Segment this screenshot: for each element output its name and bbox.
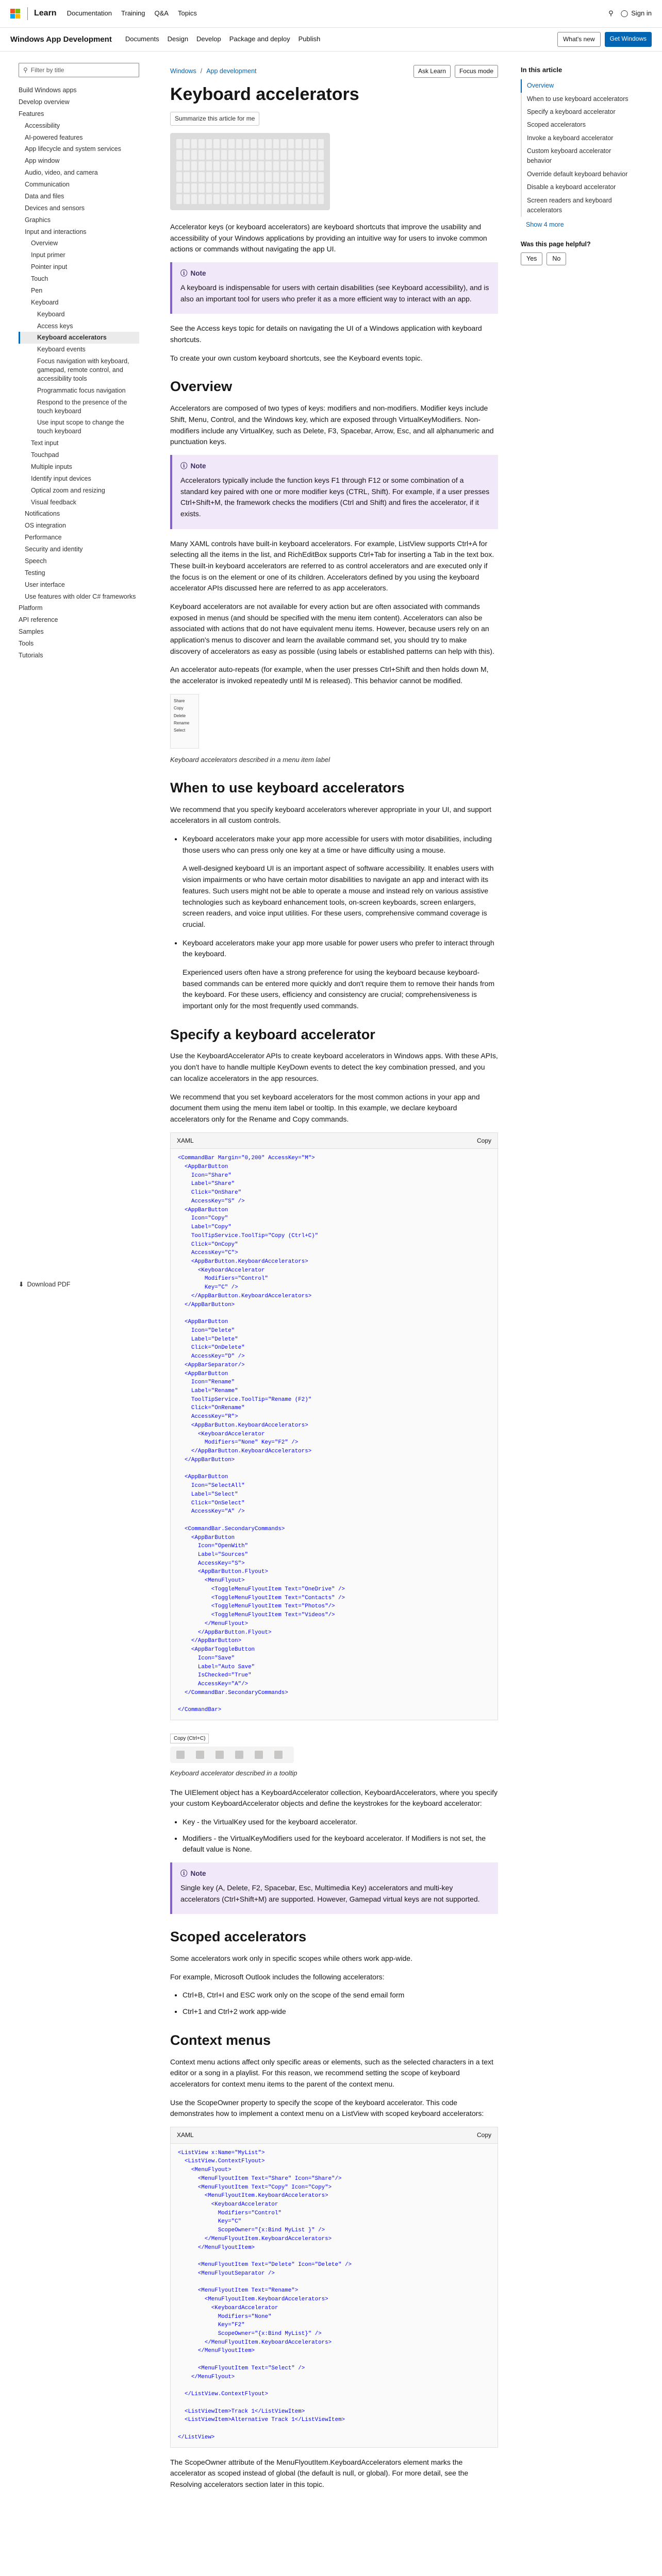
sidebar-item[interactable]: Pen <box>31 286 43 294</box>
keyboard-key <box>310 150 316 160</box>
sidebar-item[interactable]: Touch <box>31 275 48 282</box>
overview-paragraph: Keyboard accelerators are not available for every action but are often associated with commands exposed in menus (and should be specified with the menu item content). Accelerators can also be associated with actions that do not have equivalent menu items. However, because users rely on an application's menus to discover and learn the available command set, you should try to make discovery of accelerators as easy as possible (using labels or established patterns can help with this). <box>170 602 494 655</box>
keyboard-key <box>236 194 242 204</box>
keyboard-key <box>258 161 264 171</box>
nav-documentation[interactable]: Documentation <box>67 9 112 18</box>
when-list <box>183 834 498 1012</box>
keyboard-key <box>228 183 234 193</box>
when-heading: When to use keyboard accelerators <box>170 779 405 795</box>
search-icon[interactable]: ⚲ <box>608 9 614 18</box>
keyboard-key <box>266 194 271 204</box>
code-block <box>170 2127 498 2448</box>
no-button[interactable]: No <box>547 252 566 265</box>
overview-heading: Overview <box>170 379 233 395</box>
feedback-heading: Was this page helpful? <box>521 240 591 248</box>
keyboard-key <box>221 194 227 204</box>
article-outline <box>521 79 634 217</box>
keyboard-key <box>236 161 242 171</box>
keyboard-key <box>228 194 234 204</box>
sidebar-item[interactable]: Build Windows apps <box>19 87 77 94</box>
keyboard-key <box>280 139 286 149</box>
list-item <box>183 938 498 1012</box>
outline-item[interactable]: Invoke a keyboard accelerator <box>521 132 634 145</box>
product-nav-publish[interactable]: Publish <box>298 35 321 43</box>
product-nav-design[interactable]: Design <box>167 35 189 43</box>
keyboard-key <box>295 139 301 149</box>
keyboard-key <box>303 150 309 160</box>
keyboard-key <box>310 161 316 171</box>
keyboard-key <box>288 161 294 171</box>
code-header <box>171 1133 498 1149</box>
keyboard-key <box>228 139 234 149</box>
share-icon <box>176 1751 185 1759</box>
access-keys-paragraph: See the Access keys topic for details on navigating the UI of a Windows application with keyboard shortcuts. <box>170 324 482 344</box>
keyboard-key <box>206 194 212 204</box>
keyboard-key <box>288 150 294 160</box>
keyboard-key <box>310 172 316 182</box>
outline-item[interactable]: Scoped accelerators <box>521 118 634 131</box>
keyboard-key <box>176 150 182 160</box>
menu-item: Delete <box>174 713 186 718</box>
sidebar-item[interactable]: Features <box>19 110 44 117</box>
breadcrumb <box>170 65 498 78</box>
keyboard-key <box>266 183 271 193</box>
copy-code-button[interactable]: Copy <box>476 2131 491 2139</box>
keyboard-key <box>221 183 227 193</box>
intro-paragraph: Accelerator keys (or keyboard accelerators) are keyboard shortcuts that improve the usability and accessibility of your Windows applications by providing an intuitive way for users to invoke common actions or commands without navigating the app UI. <box>170 222 487 253</box>
product-actions <box>557 32 652 47</box>
keyboard-key <box>251 183 256 193</box>
keyboard-key <box>176 183 182 193</box>
avatar-icon: ◯ <box>620 9 628 18</box>
sidebar-item[interactable]: Use input scope to change the touch keyboard <box>37 419 124 435</box>
sidebar-item[interactable]: User interface <box>25 581 65 588</box>
info-icon: ⓘ <box>180 1870 188 1877</box>
keyboard-key <box>318 139 324 149</box>
image-caption: Keyboard accelerators described in a menu item label <box>170 755 330 764</box>
keyboard-key <box>221 150 227 160</box>
nav-training[interactable]: Training <box>121 9 145 18</box>
keyboard-key <box>310 139 316 149</box>
page-layout <box>0 52 662 2498</box>
sidebar-item[interactable]: Notifications <box>25 510 60 518</box>
keyboard-key <box>176 172 182 182</box>
product-nav-develop[interactable]: Develop <box>196 35 221 43</box>
keyboard-key <box>266 172 271 182</box>
outline-item[interactable]: Specify a keyboard accelerator <box>521 106 634 118</box>
sidebar-toc <box>19 84 139 662</box>
keyboard-key <box>273 194 279 204</box>
sidebar-item[interactable]: Platform <box>19 604 43 612</box>
product-nav-package[interactable]: Package and deploy <box>229 35 290 43</box>
product-bar <box>0 28 662 52</box>
keyboard-key <box>295 194 301 204</box>
sidebar-item[interactable]: Respond to the presence of the touch keyboard <box>37 398 127 415</box>
note-label: Note <box>190 1870 206 1877</box>
menu-item: Copy <box>174 706 184 711</box>
note-text: Single key (A, Delete, F2, Spacebar, Esc, Multimedia Key) accelerators and multi-key accelerators (Ctrl+Shift+M) are supported. However, Gamepad virtual keys are not supported. <box>180 1883 480 1903</box>
sign-in-label: Sign in <box>631 9 652 18</box>
list-item <box>183 834 498 930</box>
keyboard-key <box>176 139 182 149</box>
keyboard-key <box>198 139 204 149</box>
sidebar-item[interactable]: Focus navigation with keyboard, gamepad, remote control, and accessibility tools <box>37 358 129 382</box>
tooltip-example: Copy (Ctrl+C) <box>170 1734 209 1744</box>
sidebar-item[interactable]: Accessibility <box>25 122 60 129</box>
menu-item: Select <box>174 728 186 733</box>
note-text: Accelerators typically include the function keys F1 through F12 or some combination of a standard key paired with one or more modifier keys (CTRL, Shift). For example, if a user presses Ctrl+Shift+M, the framework checks the modifiers (Ctrl and Shift) and fires the accelerator, if it exists. <box>180 476 490 518</box>
note-callout <box>170 1862 498 1914</box>
sidebar-item[interactable]: Programmatic focus navigation <box>37 386 126 394</box>
keyboard-key <box>280 183 286 193</box>
sidebar-item[interactable]: Input and interactions <box>25 228 87 235</box>
menu-item: Share <box>174 698 185 703</box>
keyboard-key <box>213 150 219 160</box>
keyboard-key <box>318 172 324 182</box>
accelerator-props-list <box>183 1817 498 1855</box>
keyboard-key <box>206 161 212 171</box>
list-item-text: Experienced users often have a strong preference for using the keyboard because keyboard-based commands can be entered more quickly and don't require them to remove their hands from the keyboard. For these users, efficiency and consistency are crucial; comprehensiveness is important only for the most frequently used commands. <box>183 968 494 1010</box>
sign-in-button[interactable] <box>621 8 652 19</box>
keyboard-key <box>221 139 227 149</box>
keyboard-key <box>258 172 264 182</box>
sidebar-item[interactable]: Communication <box>25 181 70 188</box>
keyboard-key <box>191 183 197 193</box>
keyboard-key <box>184 183 189 193</box>
specify-paragraph: Use the KeyboardAccelerator APIs to create keyboard accelerators in Windows apps. With these APIs, you don't have to handle multiple KeyDown events to detect the key combination pressed, and you can localize accelerators in the app resources. <box>170 1052 498 1082</box>
keyboard-key <box>288 194 294 204</box>
keyboard-key <box>273 139 279 149</box>
sidebar-item[interactable]: Audio, video, and camera <box>25 169 98 177</box>
whats-new-button[interactable]: What's new <box>557 32 601 47</box>
focus-mode-button[interactable]: Focus mode <box>455 65 498 78</box>
rename-icon <box>235 1751 243 1759</box>
keyboard-key <box>318 161 324 171</box>
keyboard-key <box>318 150 324 160</box>
outline-item[interactable]: Custom keyboard accelerator behavior <box>521 145 634 168</box>
keyboard-key <box>273 161 279 171</box>
keyboard-key <box>236 150 242 160</box>
list-item-text: A well-designed keyboard UI is an important aspect of software accessibility. It enables users with vision impairments or who have certain motor disabilities to navigate an app and interact with its features. Such users might not be able to operate a mouse and instead rely on various assistive technologies such as keyboard enhancement tools, on-screen keyboards, screen enlargers, screen readers, and voice input utilities. For these users, comprehensive command coverage is crucial. <box>183 864 494 928</box>
keyboard-key <box>191 172 197 182</box>
sidebar-item[interactable]: Tools <box>19 640 34 647</box>
keyboard-key <box>258 194 264 204</box>
specify-paragraph: We recommend that you set keyboard accelerators for the most common actions in your app and document them using the menu item label or tooltip. In this example, we declare keyboard accelerators only for the Rename and Copy commands. <box>170 1092 480 1123</box>
keyboard-key <box>206 150 212 160</box>
breadcrumb-separator: / <box>200 67 203 75</box>
keyboard-key <box>318 183 324 193</box>
sidebar-item[interactable]: Keyboard events <box>37 346 86 353</box>
keyboard-key <box>288 183 294 193</box>
sidebar-item[interactable]: Keyboard accelerators <box>19 332 139 344</box>
sidebar-item[interactable]: Keyboard <box>31 298 59 306</box>
image-caption: Keyboard accelerator described in a tooltip <box>170 1769 297 1777</box>
keyboard-key <box>288 139 294 149</box>
keyboard-key <box>266 161 271 171</box>
keyboard-key <box>236 172 242 182</box>
sidebar-item[interactable]: Testing <box>25 569 45 577</box>
keyboard-key <box>258 150 264 160</box>
keyboard-key <box>191 150 197 160</box>
keyboard-key <box>310 194 316 204</box>
keyboard-key <box>251 150 256 160</box>
keyboard-key <box>206 139 212 149</box>
menu-example-image <box>170 694 199 749</box>
keyboard-key <box>176 161 182 171</box>
keyboard-key <box>191 139 197 149</box>
keyboard-key <box>251 194 256 204</box>
feedback-buttons <box>521 252 634 265</box>
sidebar-item[interactable]: Devices and sensors <box>25 204 85 212</box>
list-item: • Modifiers - the VirtualKeyModifiers used for the keyboard accelerator. If Modifiers is not set, the default value is None. <box>183 1833 498 1855</box>
list-item: • Ctrl+B, Ctrl+I and ESC work only on the scope of the send email form <box>183 1990 498 2001</box>
keyboard-key <box>280 194 286 204</box>
sidebar-item[interactable]: Touchpad <box>31 451 59 459</box>
sidebar-item[interactable]: Pointer input <box>31 263 68 271</box>
in-this-article-heading: In this article <box>521 66 562 74</box>
in-this-article <box>510 52 644 2498</box>
product-nav-documents[interactable]: Documents <box>125 35 159 43</box>
delete-icon <box>216 1751 224 1759</box>
keyboard-key <box>266 139 271 149</box>
list-item: • Ctrl+1 and Ctrl+2 work app-wide <box>183 2006 498 2018</box>
keyboard-key <box>198 161 204 171</box>
keyboard-key <box>280 172 286 182</box>
scoped-heading: Scoped accelerators <box>170 1929 307 1945</box>
keyboard-key <box>295 161 301 171</box>
sidebar-item[interactable]: App lifecycle and system services <box>25 145 121 153</box>
keyboard-key <box>176 194 182 204</box>
microsoft-logo-icon[interactable] <box>10 9 20 19</box>
code-header <box>171 2127 498 2144</box>
download-pdf-link[interactable] <box>19 1280 139 1290</box>
keyboard-key <box>303 194 309 204</box>
keyboard-key <box>280 161 286 171</box>
show-more-link[interactable]: Show 4 more <box>526 221 564 229</box>
nav-topics[interactable]: Topics <box>177 9 197 18</box>
outline-item[interactable]: Override default keyboard behavior <box>521 168 634 181</box>
keyboard-key <box>273 172 279 182</box>
breadcrumb-item[interactable]: Windows <box>170 67 196 75</box>
yes-button[interactable]: Yes <box>521 252 542 265</box>
page-title: Keyboard accelerators <box>170 84 359 104</box>
keyboard-key <box>191 194 197 204</box>
keyboard-key <box>303 172 309 182</box>
keyboard-key <box>228 161 234 171</box>
keyboard-key <box>221 172 227 182</box>
sidebar-item[interactable]: Visual feedback <box>31 498 77 506</box>
sidebar-item[interactable]: App window <box>25 157 60 165</box>
filter-placeholder: Filter by title <box>30 66 64 74</box>
keyboard-key <box>318 194 324 204</box>
summarize-button[interactable]: Summarize this article for me <box>170 112 259 126</box>
keyboard-key <box>184 172 189 182</box>
keyboard-key <box>213 172 219 182</box>
keyboard-key <box>251 139 256 149</box>
sidebar-item[interactable]: Optical zoom and resizing <box>31 486 105 494</box>
when-paragraph: We recommend that you specify keyboard accelerators wherever appropriate in your UI, and support accelerators in all custom controls. <box>170 805 492 825</box>
keyboard-key <box>206 172 212 182</box>
keyboard-key <box>243 172 249 182</box>
keyboard-key <box>303 161 309 171</box>
keyboard-key <box>251 161 256 171</box>
keyboard-key <box>198 172 204 182</box>
keyboard-key <box>295 150 301 160</box>
overview-paragraph: Many XAML controls have built-in keyboard accelerators. For example, ListView supports Ctrl+A for selecting all the items in the list, and RichEditBox supports Ctrl+Tab for inserting a Tab in the text box. These built-in keyboard accelerators are referred to as control accelerators and are executed only if the focus is on the element or one of its children. Accelerators defined by you using the keyboard accelerator APIs discussed here are referred to as app accelerators. <box>170 539 494 592</box>
keyboard-key <box>198 194 204 204</box>
sidebar-item[interactable]: Graphics <box>25 216 51 224</box>
code-block <box>170 1132 498 1720</box>
keyboard-key <box>213 139 219 149</box>
keyboard-key <box>184 150 189 160</box>
outline-item[interactable]: Overview <box>521 79 634 92</box>
filter-icon: ⚲ <box>23 66 28 74</box>
top-nav <box>67 8 197 19</box>
more-icon <box>274 1751 283 1759</box>
sidebar-item[interactable]: Access keys <box>37 322 73 330</box>
filter-input[interactable] <box>19 63 139 77</box>
keyboard-key <box>213 194 219 204</box>
keyboard-key <box>273 183 279 193</box>
keyboard-key <box>206 183 212 193</box>
keyboard-key <box>273 150 279 160</box>
scoped-list <box>183 1990 498 2017</box>
sidebar-item[interactable]: Text input <box>31 439 59 447</box>
top-bar <box>0 0 662 28</box>
code-content[interactable]: <ListView x:Name="MyList"> <ListView.ContextFlyout> <MenuFlyout> <MenuFlyoutItem Text="Share" Icon="Share"/> <MenuFlyoutItem Text="Copy" Icon="Copy"> <MenuFlyoutItem.KeyboardAccelerators> <KeyboardAccelerator Modifiers="Control" Key="C" ScopeOwner="{x:Bind MyList }" /> </MenuFlyoutItem.KeyboardAccelerators> </MenuFlyoutItem> <MenuFlyoutItem Text="Delete" Icon="Delete" /> <MenuFlyoutSeparator /> <MenuFlyoutItem Text="Rename"> <MenuFlyoutItem.KeyboardAccelerators> <KeyboardAccelerator Modifiers="None" Key="F2" ScopeOwner="{x:Bind MyList}" /> </MenuFlyoutItem.KeyboardAccelerators> </MenuFlyoutItem> <MenuFlyoutItem Text="Select" /> </MenuFlyout> </ListView.ContextFlyout> <ListViewItem>Track 1</ListViewItem> <ListViewItem>Alternative Track 1</ListViewItem> </ListView> <box>171 2144 498 2447</box>
keyboard-key <box>258 183 264 193</box>
sidebar-item[interactable]: Multiple inputs <box>31 463 72 470</box>
info-icon: ⓘ <box>180 462 188 470</box>
sidebar <box>0 52 150 2498</box>
keyboard-key <box>213 161 219 171</box>
sidebar-item[interactable]: API reference <box>19 616 58 624</box>
copy-code-button[interactable]: Copy <box>476 1137 491 1144</box>
list-item-text: • Keyboard accelerators make your app more usable for power users who prefer to interact through the keyboard. <box>183 938 494 958</box>
overview-paragraph: An accelerator auto-repeats (for example, when the user presses Ctrl+Shift and then holds down M, the accelerator is invoked repeatedly until M is released). This behavior cannot be modified. <box>170 665 489 685</box>
context-paragraph: Context menu actions affect only specific areas or elements, such as the selected characters in a text editor or a song in a playlist. For this reason, we recommend setting the scope of keyboard accelerators for context menu items to the parent of the context menu. <box>170 2057 493 2088</box>
scoped-paragraph: Some accelerators work only in specific scopes while others work app-wide. <box>170 1954 412 1963</box>
keyboard-key <box>303 183 309 193</box>
sidebar-item[interactable]: OS integration <box>25 522 66 530</box>
keyboard-key <box>198 150 204 160</box>
context-paragraph: The ScopeOwner attribute of the MenuFlyoutItem.KeyboardAccelerators element marks the accelerator as scoped instead of global (the default is null, or global). For more detail, see the Resolving accelerators section later in this topic. <box>170 2458 469 2488</box>
keyboard-key <box>280 150 286 160</box>
select-all-icon <box>255 1751 263 1759</box>
note-callout <box>170 455 498 529</box>
sidebar-item[interactable]: AI-powered features <box>25 133 83 141</box>
sidebar-item[interactable]: Samples <box>19 628 44 636</box>
sidebar-item[interactable]: Keyboard <box>37 310 65 318</box>
keyboard-key <box>228 150 234 160</box>
context-heading: Context menus <box>170 2032 271 2048</box>
menu-item: Rename <box>174 721 190 725</box>
sidebar-item[interactable]: Performance <box>25 534 62 541</box>
download-icon: ⬇ <box>19 1280 24 1288</box>
sidebar-item[interactable]: Input primer <box>31 251 65 259</box>
note-callout <box>170 262 498 314</box>
keyboard-key <box>295 172 301 182</box>
keyboard-key <box>295 183 301 193</box>
keyboard-key <box>236 139 242 149</box>
sidebar-item[interactable]: Data and files <box>25 192 64 200</box>
keyboard-key <box>184 161 189 171</box>
info-icon: ⓘ <box>180 269 188 278</box>
outline-item[interactable]: Disable a keyboard accelerator <box>521 181 634 194</box>
specify-heading: Specify a keyboard accelerator <box>170 1026 375 1042</box>
keyboard-key <box>251 172 256 182</box>
keyboard-key <box>243 161 249 171</box>
keyboard-key <box>221 161 227 171</box>
keyboard-key <box>266 150 271 160</box>
sidebar-item[interactable]: Overview <box>31 240 58 247</box>
keyboard-key <box>310 183 316 193</box>
keyboard-key <box>243 183 249 193</box>
breadcrumb-item[interactable]: App development <box>206 67 257 75</box>
article <box>150 52 510 2498</box>
outline-item[interactable]: When to use keyboard accelerators <box>521 93 634 106</box>
download-pdf-label: Download PDF <box>27 1280 71 1288</box>
sidebar-item[interactable]: Tutorials <box>19 651 43 659</box>
sidebar-item[interactable]: Identify input devices <box>31 474 91 482</box>
keyboard-events-paragraph: To create your own custom keyboard shortcuts, see the Keyboard events topic. <box>170 353 423 362</box>
note-label: Note <box>190 269 206 278</box>
keyboard-key <box>184 194 189 204</box>
sidebar-item[interactable]: Use features with older C# frameworks <box>25 592 136 600</box>
uielement-paragraph: The UIElement object has a KeyboardAccelerator collection, KeyboardAccelerators, where you specify your custom KeyboardAccelerator objects and define the keystrokes for the keyboard accelerator: <box>170 1788 498 1808</box>
keyboard-key <box>243 150 249 160</box>
list-item: • Key - the VirtualKey used for the keyboard accelerator. <box>183 1817 498 1828</box>
sidebar-item[interactable]: Security and identity <box>25 546 83 553</box>
product-title[interactable]: Windows App Development <box>10 35 112 44</box>
keyboard-key <box>213 183 219 193</box>
overview-paragraph: Accelerators are composed of two types of keys: modifiers and non-modifiers. Modifier keys include Shift, Menu, Control, and the Windows key, which are exposed through VirtualKeyModifiers. Non-modifiers include any VirtualKey, such as Delete, F3, Spacebar, Arrow, Esc, and all alphanumeric and punctuation keys. <box>170 404 494 446</box>
article-actions <box>413 65 498 78</box>
code-language: XAML <box>177 2131 194 2139</box>
keyboard-key <box>258 139 264 149</box>
keyboard-key <box>243 139 249 149</box>
command-bar-image <box>170 1747 294 1763</box>
sidebar-item[interactable]: Speech <box>25 557 47 565</box>
keyboard-key <box>198 183 204 193</box>
ask-learn-button[interactable]: Ask Learn <box>413 65 451 78</box>
keyboard-key <box>303 139 309 149</box>
keyboard-key <box>228 172 234 182</box>
context-paragraph: Use the ScopeOwner property to specify the scope of the keyboard accelerator. This code demonstrates how to implement a context menu on a ListView with scoped keyboard accelerators: <box>170 2098 484 2118</box>
keyboard-key <box>191 161 197 171</box>
keyboard-key <box>184 139 189 149</box>
copy-icon <box>196 1751 204 1759</box>
get-windows-button[interactable]: Get Windows <box>605 32 652 47</box>
keyboard-key <box>288 172 294 182</box>
keyboard-key <box>243 194 249 204</box>
scoped-paragraph: For example, Microsoft Outlook includes the following accelerators: <box>170 1972 385 1981</box>
sidebar-item[interactable]: Develop overview <box>19 98 70 106</box>
list-item-text: • Keyboard accelerators make your app more accessible for users with motor disabilities, including those users who can press only one key at a time or have difficulty using a mouse. <box>183 835 492 854</box>
outline-item[interactable]: Screen readers and keyboard accelerators <box>521 194 634 217</box>
learn-link[interactable]: Learn <box>27 7 57 20</box>
note-text: A keyboard is indispensable for users with certain disabilities (see Keyboard accessibility), and is also an important tool for users who prefer it as a more efficient way to interact with an app. <box>180 283 489 303</box>
code-language: XAML <box>177 1137 194 1144</box>
keyboard-key <box>236 183 242 193</box>
keyboard-image <box>170 133 330 210</box>
nav-qa[interactable]: Q&A <box>154 9 169 18</box>
note-label: Note <box>190 462 206 470</box>
code-content[interactable]: <CommandBar Margin="0,200" AccessKey="M"> <AppBarButton Icon="Share" Label="Share" Click="OnShare" AccessKey="S" /> <AppBarButton Icon="Copy" Label="Copy" ToolTipService.ToolTip="Copy (Ctrl+C)" Click="OnCopy" AccessKey="C"> <AppBarButton.KeyboardAccelerators> <KeyboardAccelerator Modifiers="Control" Key="C" /> </AppBarButton.KeyboardAccelerators> </AppBarButton> <AppBarButton Icon="Delete" Label="Delete" Click="OnDelete" AccessKey="D" /> <AppBarSeparator/> <AppBarButton Icon="Rename" Label="Rename" ToolTipService.ToolTip="Rename (F2)" Click="OnRename" AccessKey="R"> <AppBarButton.KeyboardAccelerators> <KeyboardAccelerator Modifiers="None" Key="F2" /> </AppBarButton.KeyboardAccelerators> </AppBarButton> <AppBarButton Icon="SelectAll" Label="Select" Click="OnSelect" AccessKey="A" /> <CommandBar.SecondaryCommands> <AppBarButton Icon="OpenWith" Label="Sources" AccessKey="S"> <AppBarButton.Flyout> <MenuFlyout> <ToggleMenuFlyoutItem Text="OneDrive" /> <ToggleMenuFlyoutItem Text="Contacts" /> <ToggleMenuFlyoutItem Text="Photos"/> <ToggleMenuFlyoutItem Text="Videos"/> </MenuFlyout> </AppBarButton.Flyout> </AppBarButton> <AppBarToggleButton Icon="Save" Label="Auto Save" IsChecked="True" AccessKey="A"/> </CommandBar.SecondaryCommands> </CommandBar> <box>171 1149 498 1720</box>
